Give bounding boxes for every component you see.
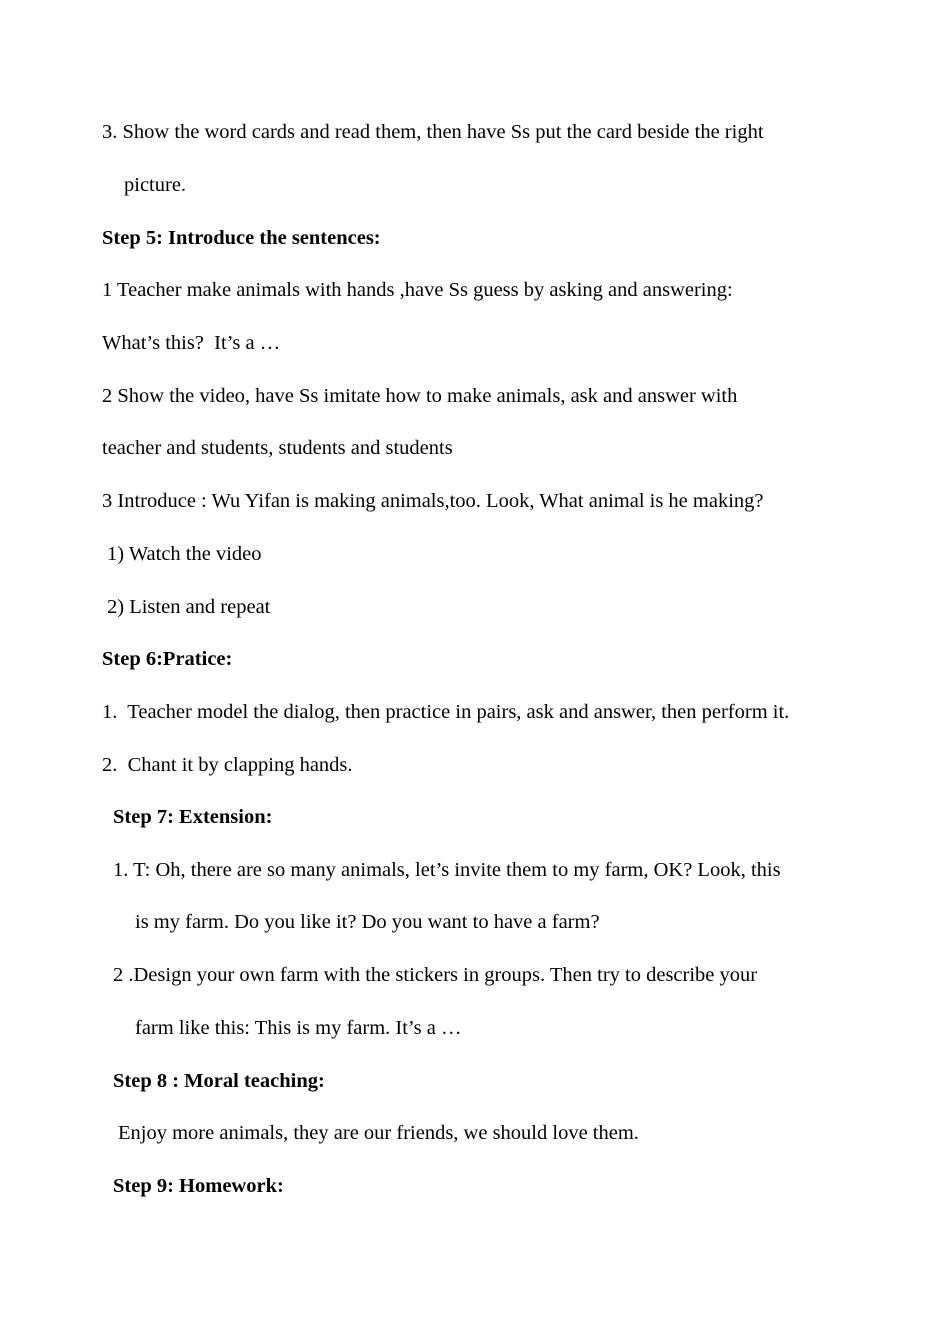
step5-item1-line1: 1 Teacher make animals with hands ,have Ss guess by asking and answering: bbox=[102, 279, 733, 301]
step5-item2-line1: 2 Show the video, have Ss imitate how to make animals, ask and answer with bbox=[102, 385, 738, 407]
step5-item3-sub2: 2) Listen and repeat bbox=[107, 596, 271, 618]
step5-item2-line2: teacher and students, students and students bbox=[102, 437, 453, 459]
step8-text: Enjoy more animals, they are our friends, we should love them. bbox=[118, 1122, 639, 1144]
step4-item3-line2: picture. bbox=[124, 174, 187, 196]
step8-heading: Step 8 : Moral teaching: bbox=[113, 1070, 325, 1092]
step7-item1-line1: 1. T: Oh, there are so many animals, let’s invite them to my farm, OK? Look, this bbox=[113, 859, 781, 881]
step5-item1-line2: What’s this? It’s a … bbox=[102, 332, 281, 354]
step5-heading: Step 5: Introduce the sentences: bbox=[102, 227, 381, 249]
step7-heading: Step 7: Extension: bbox=[113, 806, 273, 828]
step5-item3: 3 Introduce : Wu Yifan is making animals,too. Look, What animal is he making? bbox=[102, 490, 764, 512]
step9-heading: Step 9: Homework: bbox=[113, 1175, 284, 1197]
step7-item2-line2: farm like this: This is my farm. It’s a … bbox=[135, 1017, 462, 1039]
step7-item2-line1: 2 .Design your own farm with the stickers in groups. Then try to describe your bbox=[113, 964, 758, 986]
step6-item2: 2. Chant it by clapping hands. bbox=[102, 754, 353, 776]
step7-item1-line2: is my farm. Do you like it? Do you want to have a farm? bbox=[135, 911, 600, 933]
step6-heading: Step 6:Pratice: bbox=[102, 648, 233, 670]
step6-item1: 1. Teacher model the dialog, then practice in pairs, ask and answer, then perform it. bbox=[102, 701, 790, 723]
step4-item3-line1: 3. Show the word cards and read them, then have Ss put the card beside the right bbox=[102, 121, 764, 143]
step5-item3-sub1: 1) Watch the video bbox=[107, 543, 262, 565]
